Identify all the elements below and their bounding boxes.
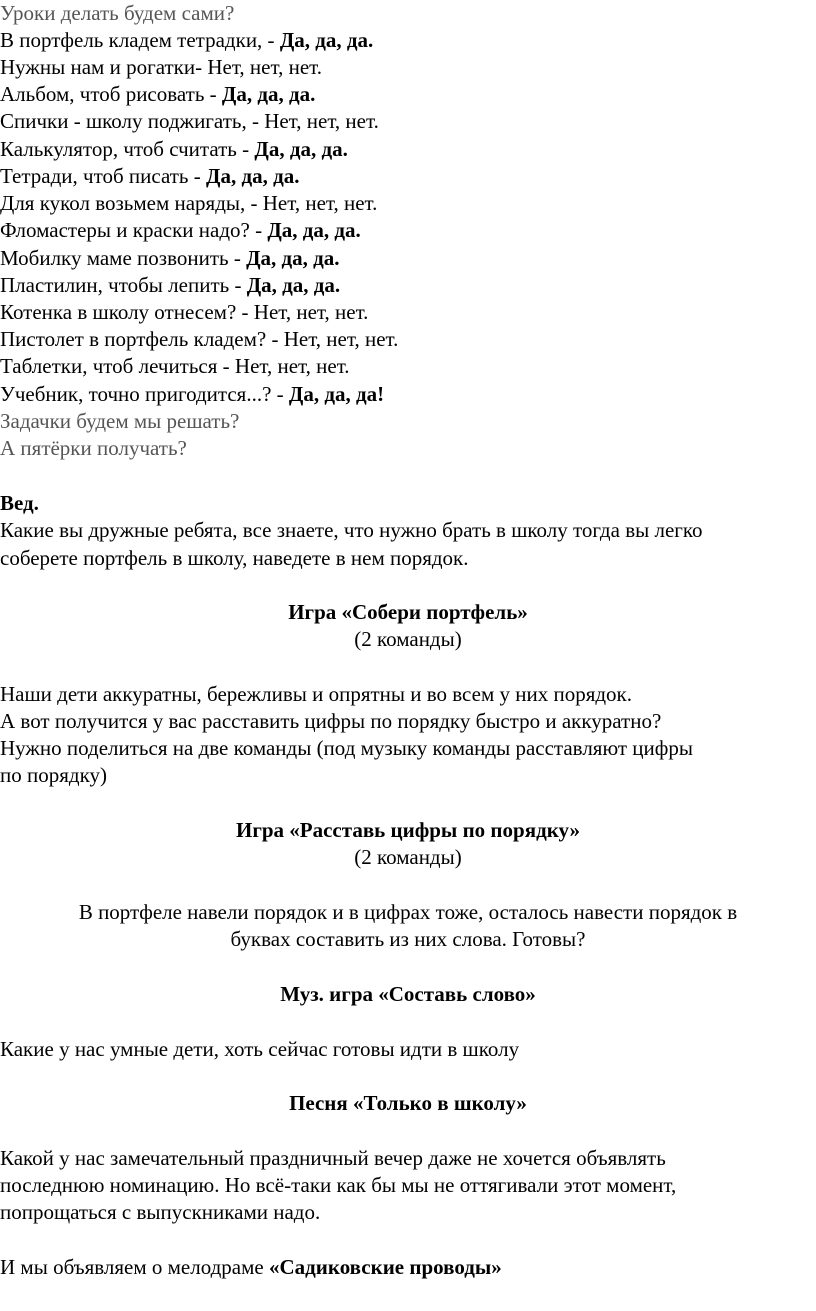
game-1-title — [0, 599, 816, 625]
poem-question: Учебник, точно пригодится...? - — [0, 382, 289, 406]
game-2-subtitle: (2 команды) — [354, 845, 462, 869]
poem-answer-yes: Да, да, да. — [246, 246, 340, 270]
paragraph-2-line-2: А вот получится у вас расставить цифры по порядку быстро и аккуратно? — [0, 709, 662, 733]
paragraph-1-line-1: Какие вы дружные ребята, все знаете, что нужно брать в школу тогда вы легко — [0, 518, 703, 542]
poem-answer-yes: Да, да, да! — [288, 382, 385, 406]
game-2-title — [0, 817, 816, 843]
paragraph-2-line-4: по порядку) — [0, 763, 107, 787]
song-title — [0, 1090, 816, 1116]
final-title: «Садиковские проводы» — [268, 1255, 502, 1279]
paragraph-5-line-2: последнюю номинацию. Но всё-таки как бы мы не оттягивали этот момент, — [0, 1173, 677, 1197]
poem-line-14: Таблетки, чтоб лечиться - Нет, нет, нет. — [0, 354, 350, 378]
game-2-title-text: Игра «Расставь цифры по порядку» — [235, 818, 581, 842]
poem-question: В портфель кладем тетрадки, - — [0, 28, 280, 52]
poem-line-4 — [0, 81, 816, 107]
poem-line-17: А пятёрки получать? — [0, 436, 187, 460]
poem-answer-yes: Да, да, да. — [267, 218, 361, 242]
poem-question: Пластилин, чтобы лепить - — [0, 273, 247, 297]
poem-line-15 — [0, 381, 816, 407]
poem-line-1: Уроки делать будем сами? — [0, 1, 235, 25]
paragraph-1-line-2: соберете портфель в школу, наведете в нем порядок. — [0, 546, 469, 570]
poem-line-16: Задачки будем мы решать? — [0, 409, 240, 433]
poem-line-2 — [0, 27, 816, 53]
paragraph-4: Какие у нас умные дети, хоть сейчас готовы идти в школу — [0, 1037, 520, 1061]
poem-answer-yes: Да, да, да. — [206, 164, 300, 188]
game-3-title-text: Муз. игра «Составь слово» — [280, 982, 536, 1006]
game-1-title-text: Игра «Собери портфель» — [288, 600, 528, 624]
poem-answer-yes: Да, да, да. — [221, 82, 316, 106]
poem-line-6 — [0, 136, 816, 162]
poem-answer-yes: Да, да, да. — [254, 137, 348, 161]
paragraph-5-line-1: Какой у нас замечательный праздничный вечер даже не хочется объявлять — [0, 1146, 666, 1170]
paragraph-2-line-1: Наши дети аккуратны, бережливы и опрятны и во всем у них порядок. — [0, 682, 633, 706]
song-title-text: Песня «Только в школу» — [289, 1091, 527, 1115]
poem-line-10 — [0, 245, 816, 271]
poem-question: Мобилку маме позвонить - — [0, 246, 247, 270]
poem-question: Тетради, чтоб писать - — [0, 164, 207, 188]
poem-question: Фломастеры и краски надо? - — [0, 218, 268, 242]
paragraph-2-line-3: Нужно поделиться на две команды (под музыку команды расставляют цифры — [0, 736, 693, 760]
paragraph-3-line-2: буквах составить из них слова. Готовы? — [230, 927, 586, 951]
final-announcement — [0, 1254, 816, 1280]
poem-answer-yes: Да, да, да. — [279, 28, 374, 52]
poem-line-11 — [0, 272, 816, 298]
poem-line-13: Пистолет в портфель кладем? - Нет, нет, нет. — [0, 327, 399, 351]
poem-line-3: Нужны нам и рогатки- Нет, нет, нет. — [0, 55, 322, 79]
poem-answer-yes: Да, да, да. — [246, 273, 341, 297]
poem-line-9 — [0, 217, 816, 243]
paragraph-5-line-3: попрощаться с выпускниками надо. — [0, 1200, 321, 1224]
poem-question: Альбом, чтоб рисовать - — [0, 82, 222, 106]
speaker-label — [0, 490, 816, 516]
speaker-name: Вед. — [0, 491, 39, 515]
game-1-subtitle: (2 команды) — [354, 627, 462, 651]
poem-question: Калькулятор, чтоб считать - — [0, 137, 255, 161]
poem-line-5: Спички - школу поджигать, - Нет, нет, нет. — [0, 109, 379, 133]
game-3-title — [0, 981, 816, 1007]
paragraph-3-line-1: В портфеле навели порядок и в цифрах тоже, осталось навести порядок в — [78, 900, 738, 924]
final-prefix: И мы объявляем о мелодраме — [0, 1255, 269, 1279]
poem-line-12: Котенка в школу отнесем? - Нет, нет, нет. — [0, 300, 369, 324]
poem-line-7 — [0, 163, 816, 189]
poem-line-8: Для кукол возьмем наряды, - Нет, нет, нет. — [0, 191, 378, 215]
